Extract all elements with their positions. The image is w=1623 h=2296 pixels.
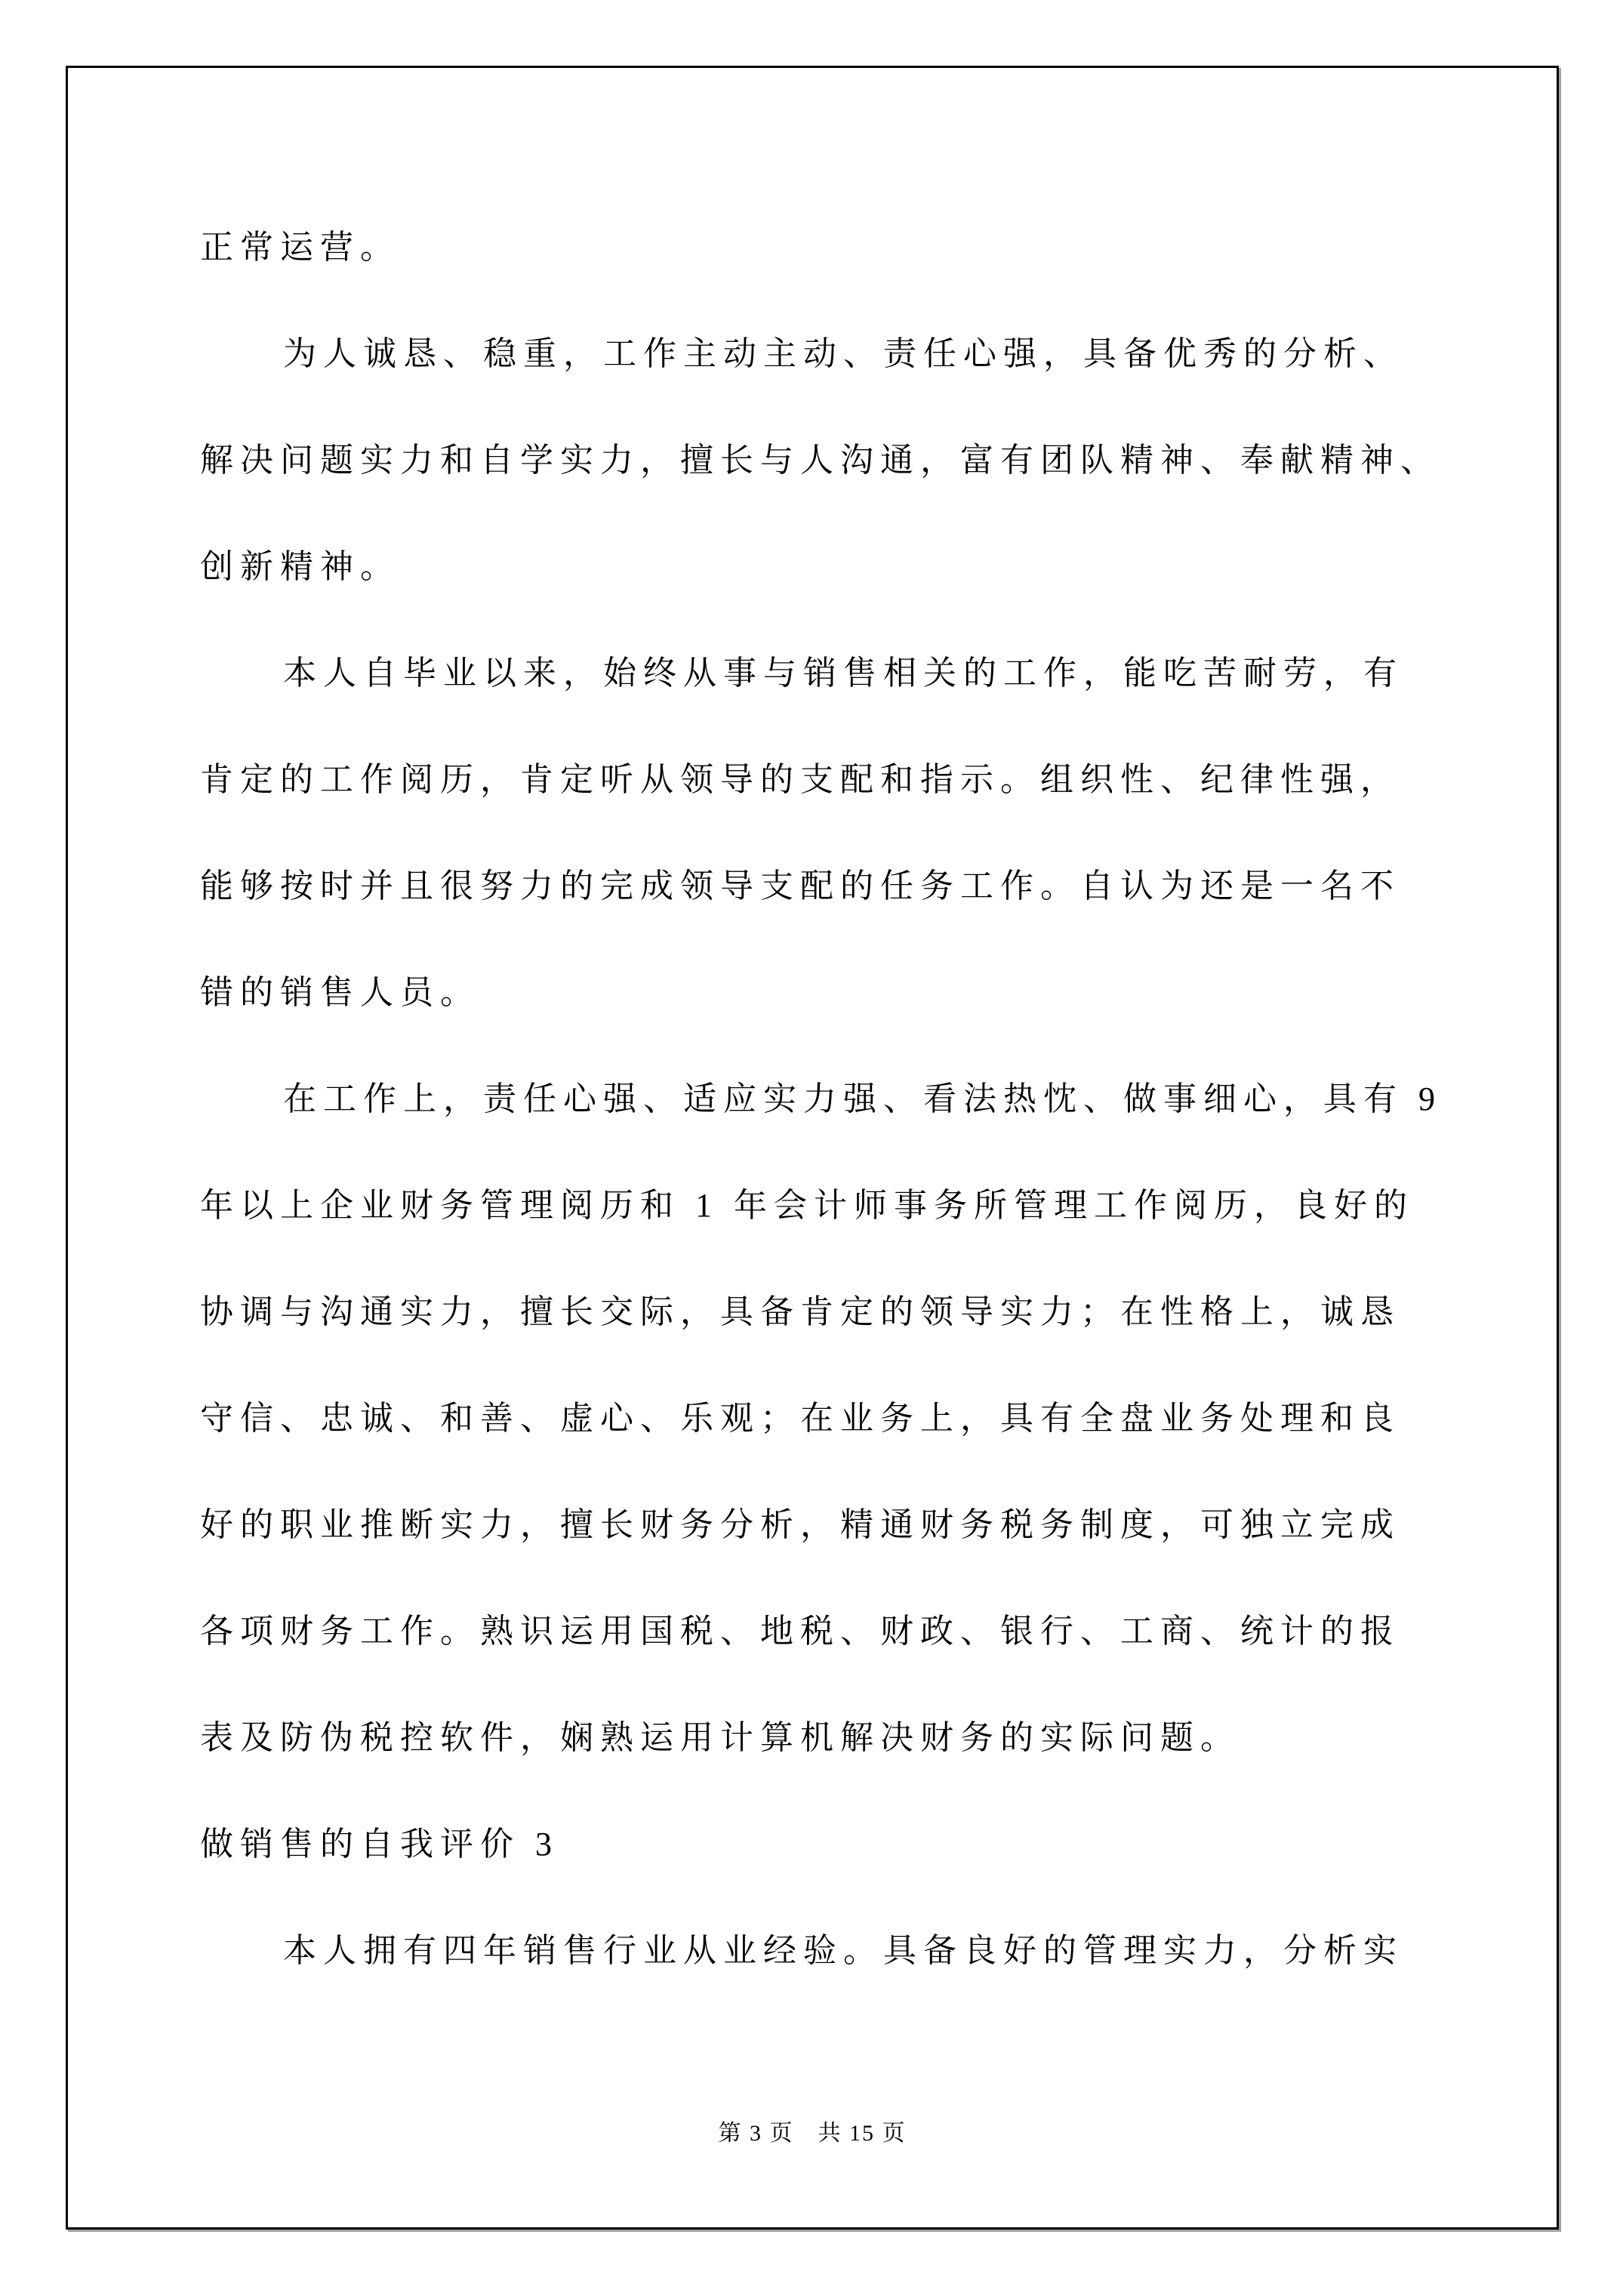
text-line: 守信、忠诚、和善、虚心、乐观；在业务上，具有全盘业务处理和良	[200, 1400, 1400, 1437]
text-line: 做销售的自我评价 3	[200, 1826, 559, 1863]
text-line: 各项财务工作。熟识运用国税、地税、财政、银行、工商、统计的报	[200, 1613, 1400, 1650]
text-line: 肯定的工作阅历，肯定听从领导的支配和指示。组织性、纪律性强，	[200, 761, 1400, 798]
text-line: 年以上企业财务管理阅历和 1 年会计师事务所管理工作阅历，良好的	[200, 1187, 1414, 1224]
text-line: 能够按时并且很努力的完成领导支配的任务工作。自认为还是一名不	[200, 868, 1400, 905]
text-line: 解决问题实力和自学实力，擅长与人沟通，富有团队精神、奉献精神、	[200, 442, 1440, 479]
text-line: 为人诚恳、稳重，工作主动主动、责任心强，具备优秀的分析、	[283, 335, 1403, 372]
text-line: 错的销售人员。	[200, 974, 480, 1011]
text-line: 本人拥有四年销售行业从业经验。具备良好的管理实力，分析实	[283, 1932, 1403, 1969]
page-footer: 第 3 页 共 15 页	[718, 2121, 907, 2146]
document-body	[200, 194, 1442, 2004]
text-line: 好的职业推断实力，擅长财务分析，精通财务税务制度，可独立完成	[200, 1506, 1400, 1543]
text-line: 在工作上，责任心强、适应实力强、看法热忱、做事细心，具有 9	[283, 1080, 1442, 1117]
text-line: 表及防伪税控软件，娴熟运用计算机解决财务的实际问题。	[200, 1719, 1240, 1756]
page-border-frame	[66, 66, 1559, 2230]
text-line: 正常运营。	[200, 229, 400, 266]
text-line: 创新精神。	[200, 548, 400, 585]
text-line: 协调与沟通实力，擅长交际，具备肯定的领导实力；在性格上，诚恳	[200, 1293, 1400, 1330]
text-line: 本人自毕业以来，始终从事与销售相关的工作，能吃苦耐劳，有	[283, 655, 1403, 692]
